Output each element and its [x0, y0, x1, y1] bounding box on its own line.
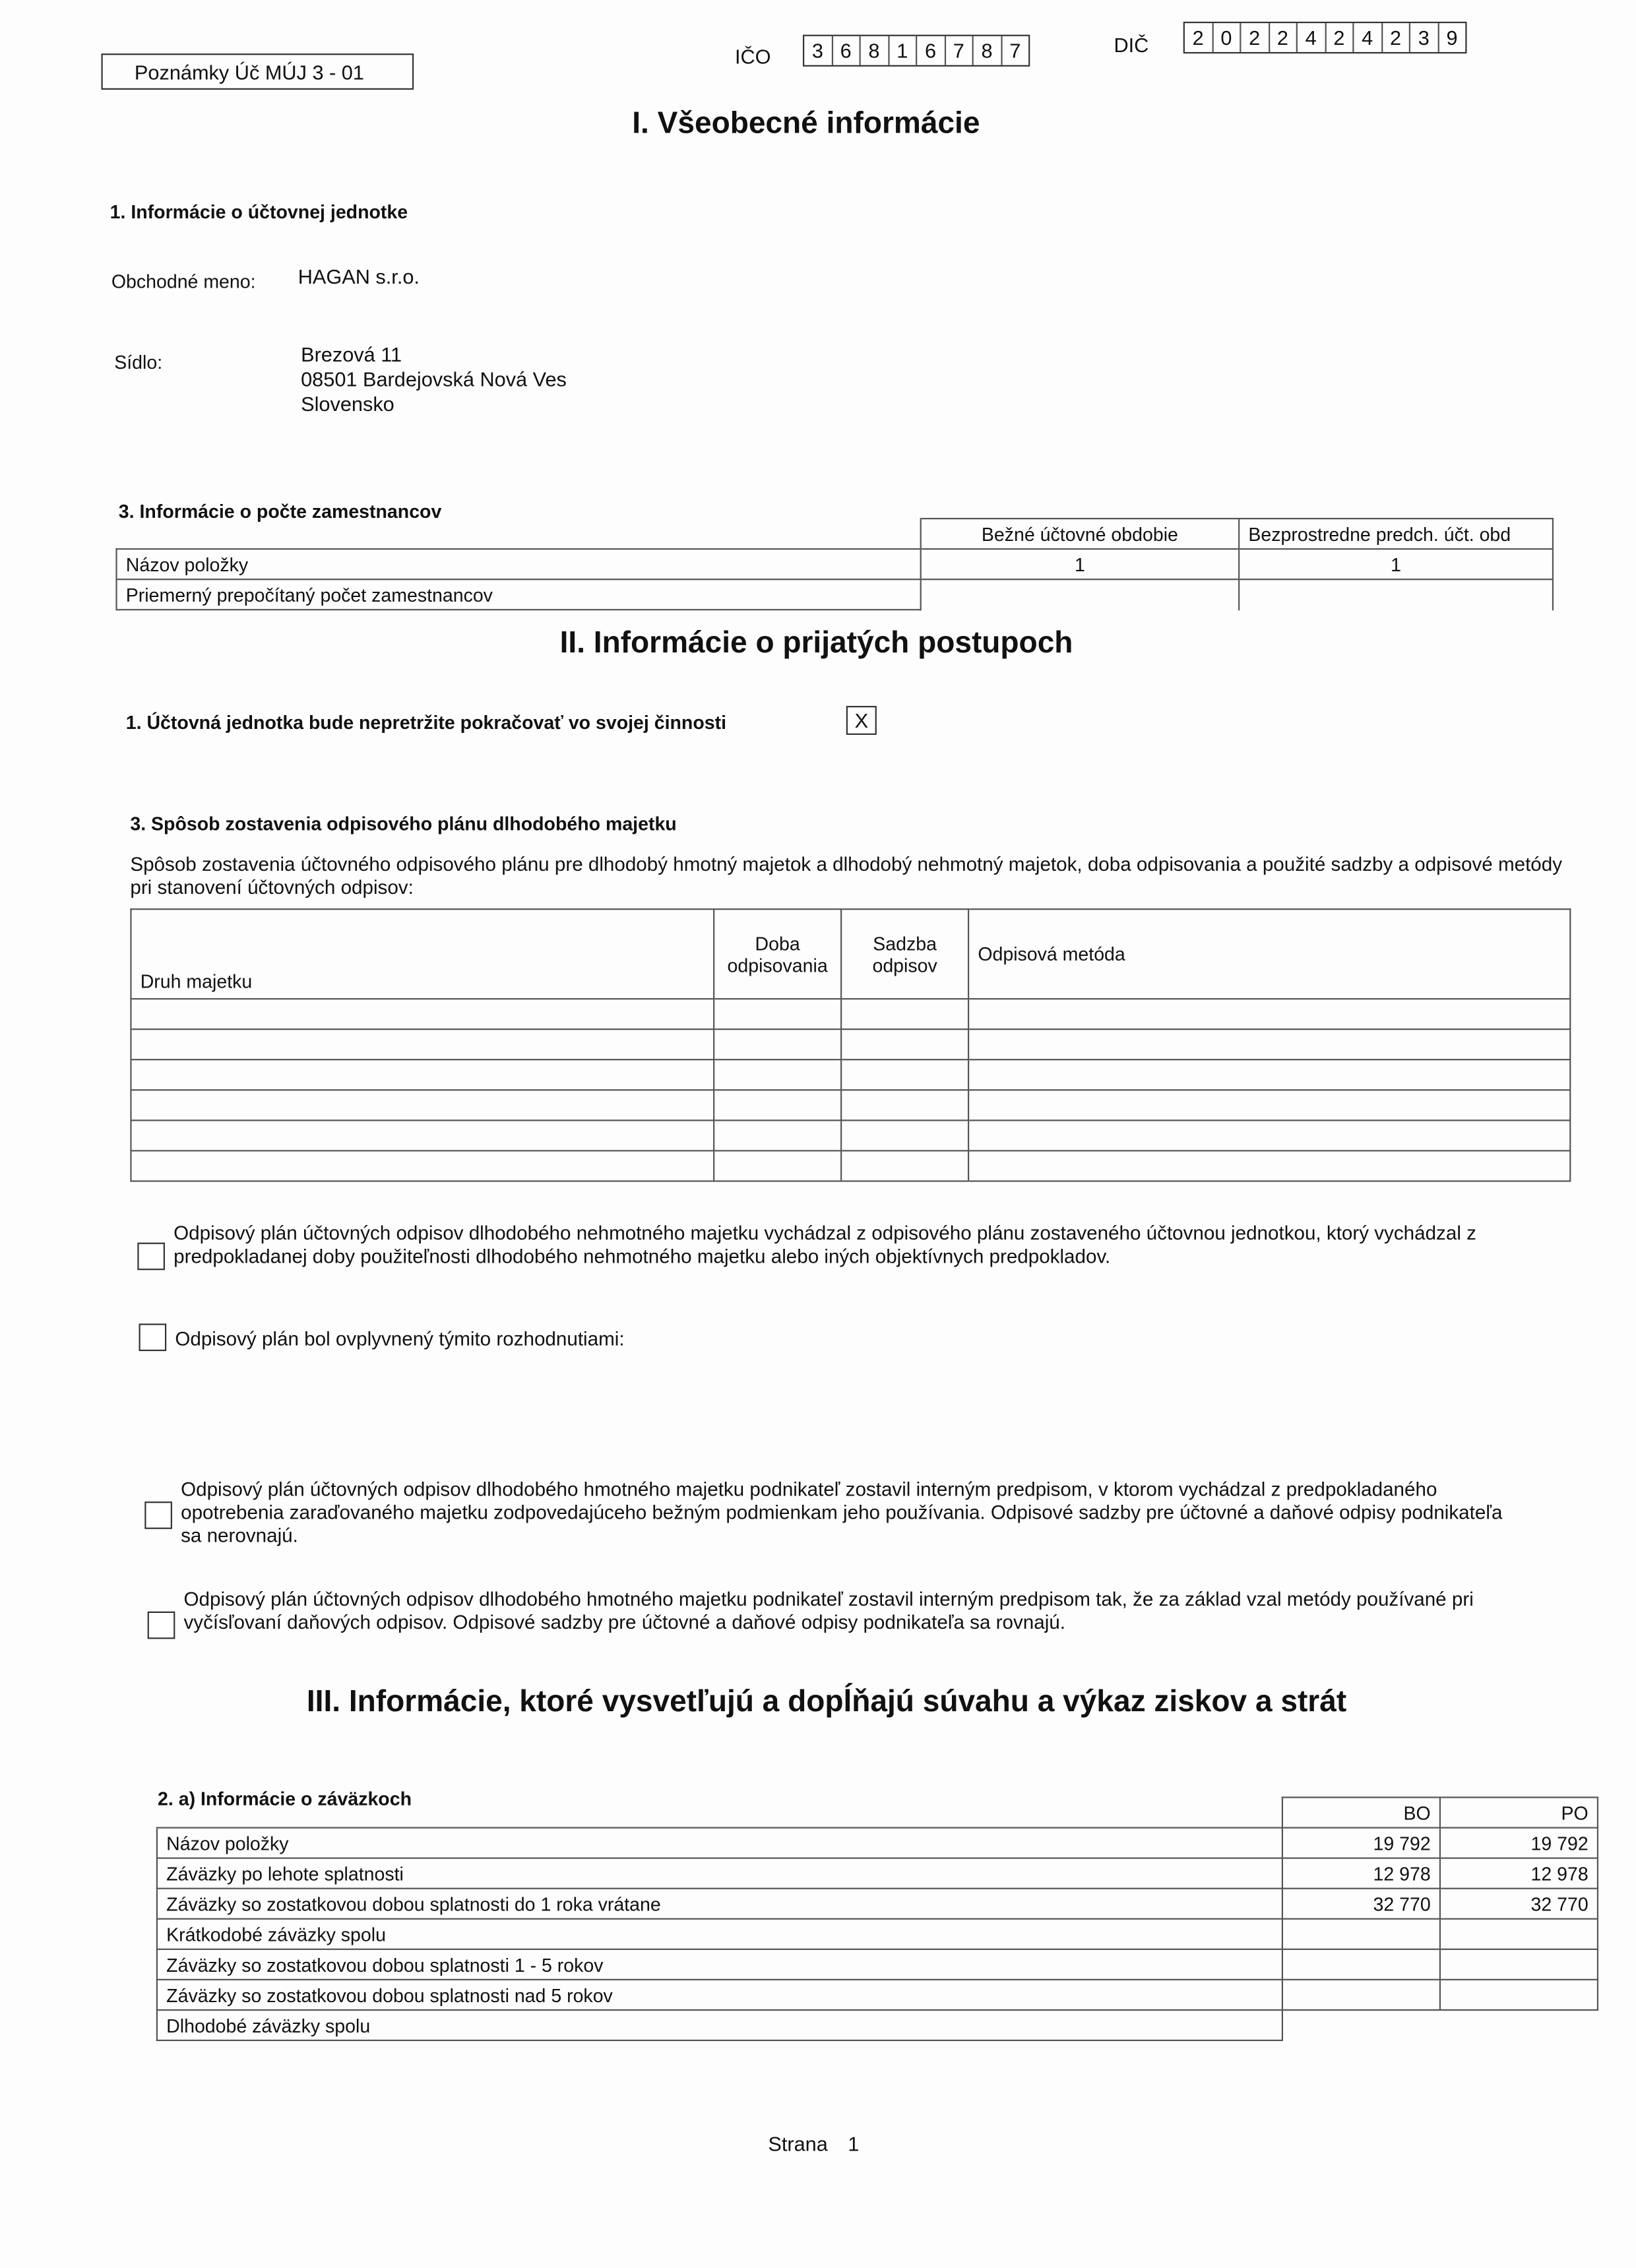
col-item: Názov položky — [117, 549, 921, 579]
option-checkbox[interactable] — [137, 1243, 165, 1271]
row-label: Záväzky so zostatkovou dobou splatnosti do 1 roka vrátane — [157, 1889, 1282, 1919]
page-number: 1 — [848, 2132, 860, 2156]
cell-po — [1440, 1980, 1598, 2010]
cell-current: 1 — [921, 549, 1239, 579]
empty-cell[interactable] — [714, 1090, 841, 1120]
digit: 2 — [1241, 23, 1269, 52]
empty-cell[interactable] — [841, 1059, 968, 1090]
option-text: Odpisový plán bol ovplyvnený týmito rozhodnutiami: — [175, 1327, 625, 1350]
cell-bo — [1282, 1980, 1440, 2010]
digit: 9 — [1446, 26, 1458, 49]
col-po: PO — [1440, 1798, 1598, 1828]
row-label: Názov položky — [157, 1828, 1282, 1858]
digit: 6 — [833, 36, 861, 65]
option-text: Odpisový plán účtovných odpisov dlhodobého nehmotného majetku vychádzal z odpisového plánu zostaveného účtovnou jednotkou, ktorý vychádzal z predpokladanej doby použiteľnosti dlhodobého nehmotného majetku alebo iných objektívnych predpokladov. — [173, 1222, 1476, 1267]
subsection-liabilities: 2. a) Informácie o záväzkoch — [158, 1788, 412, 1810]
empty-cell[interactable] — [841, 1120, 968, 1150]
empty-cell[interactable] — [131, 1090, 714, 1120]
going-concern-checkbox[interactable]: X — [846, 706, 877, 735]
empty-cell[interactable] — [131, 1150, 714, 1181]
col-previous: Bezprostredne predch. účt. obd — [1239, 519, 1553, 549]
digit: 1 — [889, 36, 917, 65]
empty-cell[interactable] — [968, 1120, 1570, 1150]
digit: 3 — [1410, 23, 1439, 52]
empty-cell[interactable] — [841, 999, 968, 1029]
option-text: Odpisový plán účtovných odpisov dlhodobého hmotného majetku podnikateľ zostavil interným predpisom, v ktorom vychádzal z predpokladaného opotrebenia zaraďovaného majetku zodpovedajúceho bežným podmienkam jeho používania. Odpisové sadzby pre účtovné a daňové odpisy podnikateľa sa nerovnajú. — [181, 1478, 1503, 1547]
digit: 6 — [917, 36, 945, 65]
cell-po — [1440, 1919, 1598, 1949]
address-line: Brezová 11 — [301, 342, 402, 366]
address-line: Slovensko — [301, 392, 394, 416]
digit: 8 — [974, 36, 1002, 65]
empty-cell[interactable] — [968, 1029, 1570, 1059]
form-label-box: Poznámky Úč MÚJ 3 - 01 — [101, 53, 414, 90]
col-method: Odpisová metóda — [968, 909, 1570, 999]
empty-cell[interactable] — [131, 1120, 714, 1150]
option-checkbox[interactable] — [139, 1323, 167, 1351]
cell-bo — [1282, 1919, 1440, 1949]
cell-previous: 1 — [1239, 549, 1553, 579]
empty-cell[interactable] — [714, 999, 841, 1029]
digit: 0 — [1213, 23, 1242, 52]
digit: 7 — [945, 36, 974, 65]
digit: 8 — [861, 36, 889, 65]
dic-digits — [1183, 22, 1467, 53]
section-2-title: II. Informácie o prijatých postupoch — [559, 626, 1073, 660]
row-label: Dlhodobé záväzky spolu — [157, 2010, 1282, 2040]
option-intangible — [137, 1222, 1526, 1270]
digit: 2 — [1185, 23, 1213, 52]
liabilities-table — [156, 1796, 1598, 2041]
digit: 2 — [1326, 23, 1354, 52]
section-3-title: III. Informácie, ktoré vysvetľujú a dopĺňajú súvahu a výkaz ziskov a strát — [306, 1685, 1347, 1719]
col-type: Druh majetku — [131, 909, 714, 999]
option-text: Odpisový plán účtovných odpisov dlhodobého hmotného majetku podnikateľ zostavil interným predpisom tak, že za základ vzal metódy používané pri vyčísľovaní daňových odpisov. Odpisové sadzby pre účtovné a daňové odpisy podnikateľa sa rovnajú. — [183, 1588, 1474, 1633]
row-label: Záväzky po lehote splatnosti — [157, 1858, 1282, 1889]
page-footer — [768, 2132, 859, 2155]
empty-cell[interactable] — [841, 1150, 968, 1181]
subsection-employees: 3. Informácie o počte zamestnancov — [118, 500, 442, 522]
col-period: Doba odpisovania — [714, 909, 841, 999]
depreciation-table — [130, 908, 1571, 1181]
digit: 2 — [1382, 23, 1410, 52]
digit: 4 — [1354, 23, 1382, 52]
empty-cell[interactable] — [968, 1090, 1570, 1120]
empty-cell[interactable] — [714, 1059, 841, 1090]
name-label: Obchodné meno: — [111, 270, 256, 292]
option-checkbox[interactable] — [148, 1612, 175, 1639]
page-label: Strana — [768, 2132, 828, 2156]
empty-cell[interactable] — [714, 1150, 841, 1181]
empty-cell[interactable] — [841, 1090, 968, 1120]
cell-po: 12 978 — [1440, 1858, 1598, 1889]
digit: 7 — [1009, 39, 1021, 63]
row-label: Krátkodobé záväzky spolu — [157, 1919, 1282, 1949]
going-concern-label: 1. Účtovná jednotka bude nepretržite pokračovať vo svojej činnosti — [125, 711, 727, 734]
subsection-entity-info: 1. Informácie o účtovnej jednotke — [110, 201, 408, 223]
empty-cell[interactable] — [131, 1059, 714, 1090]
option-tangible-tax — [148, 1589, 1507, 1639]
employees-table — [115, 518, 1554, 610]
empty-cell[interactable] — [841, 1029, 968, 1059]
row-label: Priemerný prepočítaný počet zamestnancov — [117, 579, 921, 610]
subsection-depreciation: 3. Spôsob zostavenia odpisového plánu dlhodobého majetku — [130, 813, 677, 835]
digit: 2 — [1269, 23, 1298, 52]
empty-cell[interactable] — [714, 1120, 841, 1150]
empty-cell[interactable] — [131, 1029, 714, 1059]
option-decisions — [139, 1323, 1528, 1351]
cell-bo: 32 770 — [1282, 1889, 1440, 1919]
empty-cell[interactable] — [714, 1029, 841, 1059]
empty-cell[interactable] — [968, 1150, 1570, 1181]
empty-cell[interactable] — [968, 999, 1570, 1029]
option-checkbox[interactable] — [144, 1501, 172, 1529]
row-label: Záväzky so zostatkovou dobou splatnosti 1 - 5 rokov — [157, 1949, 1282, 1980]
digit: 3 — [804, 36, 833, 65]
cell-po: 32 770 — [1440, 1889, 1598, 1919]
dic-label: DIČ — [1114, 33, 1149, 57]
cell-bo: 19 792 — [1282, 1828, 1440, 1858]
ico-label: IČO — [734, 44, 771, 69]
address-line: 08501 Bardejovská Nová Ves — [301, 367, 567, 391]
depreciation-intro: Spôsob zostavenia účtovného odpisového plánu pre dlhodobý hmotný majetok a dlhodobý nehmotný majetok, doba odpisovania a použité sadzby a odpisové metódy pri stanovení účtovných odpisov: — [130, 853, 1563, 898]
cell-bo: 12 978 — [1282, 1858, 1440, 1889]
col-current: Bežné účtovné obdobie — [921, 519, 1239, 549]
empty-cell[interactable] — [131, 999, 714, 1029]
ico-digits — [803, 35, 1030, 67]
digit: 4 — [1298, 23, 1326, 52]
option-tangible-internal — [144, 1478, 1504, 1548]
cell-po — [1440, 1949, 1598, 1980]
row-label: Záväzky so zostatkovou dobou splatnosti nad 5 rokov — [157, 1980, 1282, 2010]
col-rate: Sadzba odpisov — [841, 909, 968, 999]
cell-po: 19 792 — [1440, 1828, 1598, 1858]
col-bo: BO — [1282, 1798, 1440, 1828]
section-1-title: I. Všeobecné informácie — [632, 107, 980, 141]
empty-cell[interactable] — [968, 1059, 1570, 1090]
seat-label: Sídlo: — [114, 351, 163, 373]
seat-address — [301, 343, 567, 417]
name-value: HAGAN s.r.o. — [298, 265, 420, 288]
cell-bo — [1282, 1949, 1440, 1980]
